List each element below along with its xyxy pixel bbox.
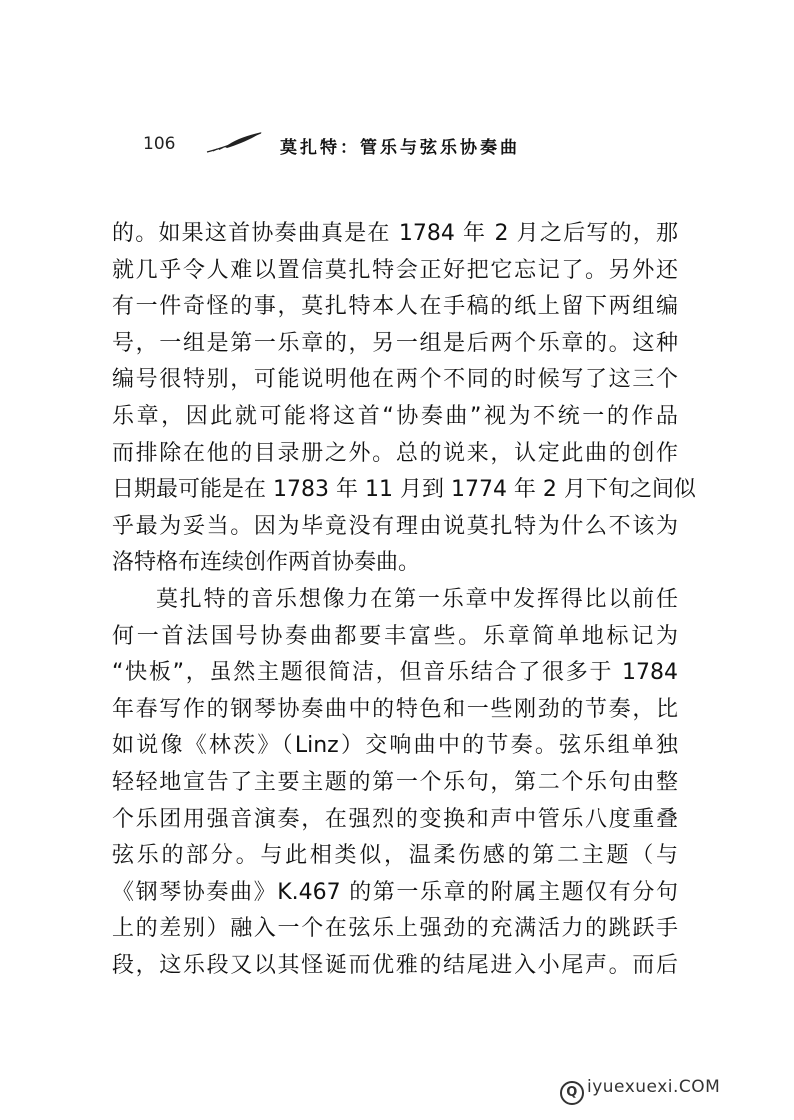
- text-line: 而排除在他的目录册之外。总的说来，认定此曲的创作: [112, 440, 678, 466]
- text-line: 《钢琴协奏曲》K.467 的第一乐章的附属主题仅有分句: [112, 879, 678, 905]
- text-line: 轻轻地宣告了主要主题的第一个乐句，第二个乐句由整: [112, 769, 678, 795]
- body-text: [112, 216, 696, 984]
- text-line: 上的差别）融入一个在弦乐上强劲的充满活力的跳跃手: [112, 916, 678, 942]
- paragraph: [112, 216, 696, 582]
- watermark-logo-icon: Q: [560, 1081, 584, 1105]
- text-line: 年春写作的钢琴协奏曲中的特色和一些刚劲的节奏，比: [112, 696, 678, 722]
- text-line: 莫扎特的音乐想像力在第一乐章中发挥得比以前任: [156, 586, 678, 612]
- text-line: 弦乐的部分。与此相类似，温柔伤感的第二主题（与: [112, 843, 678, 869]
- paragraph: [112, 582, 678, 985]
- text-line: 的。如果这首协奏曲真是在 1784 年 2 月之后写的，那: [112, 221, 678, 246]
- page-number: 106: [143, 134, 176, 154]
- text-line: 何一首法国号协奏曲都要丰富些。乐章简单地标记为: [112, 623, 678, 649]
- running-title: 莫扎特：管乐与弦乐协奏曲: [280, 138, 520, 158]
- text-line: “快板”，虽然主题很简洁，但音乐结合了很多于 1784: [112, 660, 678, 686]
- text-line: 号，一组是第一乐章的，另一组是后两个乐章的。这种: [112, 330, 678, 356]
- quill-pen-icon: [205, 130, 265, 156]
- text-line: 日期最可能是在 1783 年 11 月到 1774 年 2 月下旬之间似: [112, 477, 696, 503]
- text-line: 洛特格布连续创作两首协奏曲。: [112, 550, 421, 576]
- site-watermark: [560, 1077, 720, 1107]
- page-header: [143, 128, 663, 162]
- text-line: 乐章，因此就可能将这首“协奏曲”视为不统一的作品: [112, 403, 678, 429]
- text-line: 乎最为妥当。因为毕竟没有理由说莫扎特为什么不该为: [112, 513, 678, 539]
- text-line: 编号很特别，可能说明他在两个不同的时候写了这三个: [112, 367, 678, 393]
- watermark-text: iyuexuexi.COM: [587, 1077, 721, 1097]
- text-line: 个乐团用强音演奏，在强烈的变换和声中管乐八度重叠: [112, 806, 678, 832]
- text-line: 就几乎令人难以置信莫扎特会正好把它忘记了。另外还: [112, 257, 678, 283]
- text-line: 段，这乐段又以其怪诞而优雅的结尾进入小尾声。而后: [112, 952, 678, 978]
- text-line: 如说像《林茨》（Linz）交响曲中的节奏。弦乐组单独: [112, 733, 678, 759]
- text-line: 有一件奇怪的事，莫扎特本人在手稿的纸上留下两组编: [112, 294, 678, 320]
